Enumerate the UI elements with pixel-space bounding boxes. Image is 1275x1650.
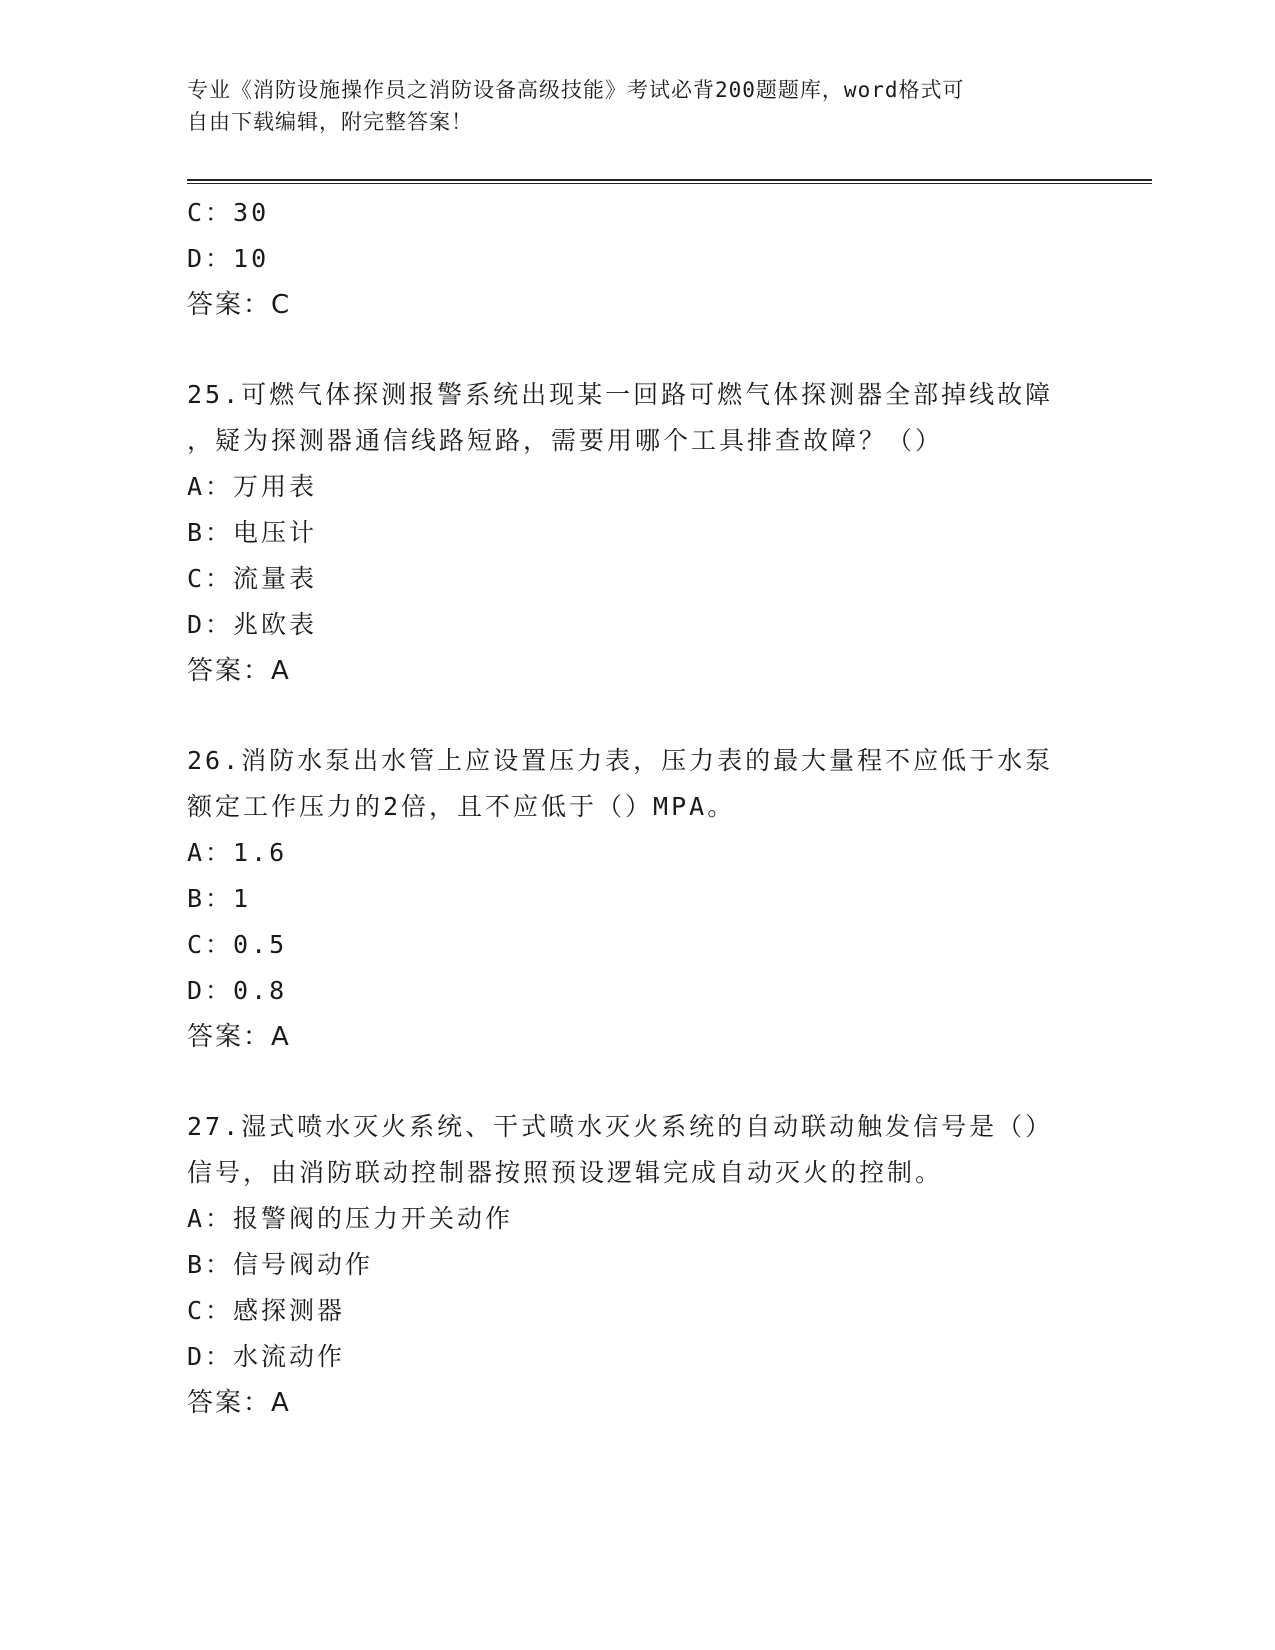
option-c: C：感探测器 [187,1296,346,1325]
previous-question-tail [187,190,1087,328]
question-stem [187,738,1077,830]
option-c: C：30 [187,198,270,227]
question-stem [187,372,1077,464]
question-25 [187,372,1087,694]
option-b: B：1 [187,884,252,913]
option-d: D：水流动作 [187,1342,346,1371]
answer-line: 答案：C [187,290,292,320]
question-stem [187,1104,1077,1196]
question-27 [187,1104,1087,1426]
option-c: C：流量表 [187,564,318,593]
question-stem-line-2: ，疑为探测器通信线路短路，需要用哪个工具排查故障？（） [187,426,944,455]
option-c: C：0.5 [187,930,288,959]
answer-line: 答案：A [187,656,291,686]
question-stem-line-1: 26.消防水泵出水管上应设置压力表，压力表的最大量程不应低于水泵 [187,746,1054,775]
question-stem-line-2: 额定工作压力的2倍，且不应低于（）MPA。 [187,792,736,821]
option-d: D：兆欧表 [187,610,318,639]
header-divider [187,179,1152,184]
option-b: B：电压计 [187,518,318,547]
page-header [187,74,1067,138]
option-d: D：10 [187,244,270,273]
option-a: A：1.6 [187,838,288,867]
option-d: D：0.8 [187,976,288,1005]
option-a: A：万用表 [187,472,318,501]
question-26 [187,738,1087,1060]
option-b: B：信号阀动作 [187,1250,374,1279]
question-stem-line-1: 27.湿式喷水灭火系统、干式喷水灭火系统的自动联动触发信号是（） [187,1112,1054,1141]
header-line-1: 专业《消防设施操作员之消防设备高级技能》考试必背200题题库，word格式可 [187,78,965,102]
answer-line: 答案：A [187,1022,291,1052]
document-body [187,190,1087,1426]
header-line-2: 自由下载编辑，附完整答案！ [187,110,473,134]
question-stem-line-1: 25.可燃气体探测报警系统出现某一回路可燃气体探测器全部掉线故障 [187,380,1054,409]
answer-line: 答案：A [187,1388,291,1418]
question-stem-line-2: 信号，由消防联动控制器按照预设逻辑完成自动灭火的控制。 [187,1158,944,1187]
option-a: A：报警阀的压力开关动作 [187,1204,514,1233]
